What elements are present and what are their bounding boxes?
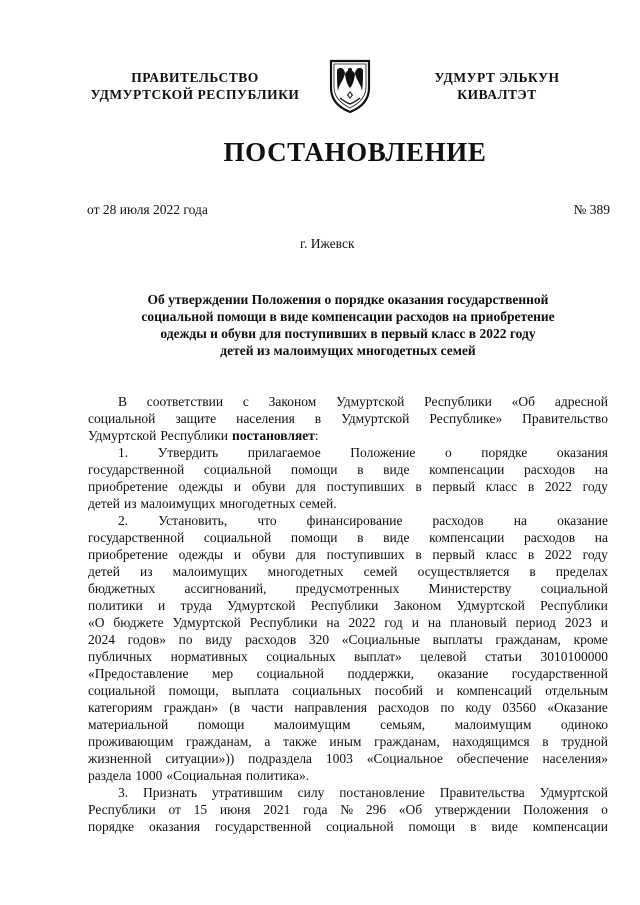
- body-word: оказания: [148, 819, 201, 834]
- body-word: государственной: [215, 819, 312, 834]
- body-word: иным: [329, 734, 362, 749]
- body-word: Правительства: [439, 785, 525, 800]
- body-line: [88, 665, 608, 682]
- body-word: предусмотренных: [295, 581, 400, 596]
- body-word: государственной: [511, 666, 608, 681]
- document-number: № 389: [573, 202, 610, 217]
- body-line: [88, 461, 608, 478]
- body-word: обуви: [251, 547, 286, 562]
- body-word: 1003: [325, 751, 353, 766]
- body-word: Республики: [424, 394, 492, 409]
- body-word: прилагаемое: [247, 445, 321, 460]
- body-word: Установить,: [158, 513, 228, 528]
- document-city: г. Ижевск: [300, 236, 355, 251]
- body-word: отдельным: [545, 683, 608, 698]
- body-word: и: [600, 615, 608, 630]
- body-word: Министерству: [428, 581, 512, 596]
- body-word: публичных: [88, 649, 153, 664]
- body-line: [88, 716, 608, 733]
- body-word: Республики: [160, 428, 229, 443]
- body-word: детей: [88, 496, 120, 511]
- body-line: [88, 750, 608, 767]
- body-word: Удмуртской: [227, 598, 296, 613]
- body-word: одежды: [178, 479, 224, 494]
- body-word: приобретение: [88, 547, 168, 562]
- header-left-line: ПРАВИТЕЛЬСТВО: [131, 70, 259, 85]
- body-word: Удмуртской: [336, 394, 405, 409]
- body-line: [88, 682, 608, 699]
- body-word: на: [427, 615, 442, 630]
- body-word: поступивших: [326, 479, 405, 494]
- body-word: мер: [211, 666, 234, 681]
- body-word: утратившим: [211, 785, 283, 800]
- body-word: году: [582, 547, 608, 562]
- body-word: в: [527, 479, 535, 494]
- body-word: расходов: [523, 462, 576, 477]
- body-line: [88, 444, 608, 461]
- body-word: виде: [491, 819, 518, 834]
- body-word: малоимущим: [273, 717, 351, 732]
- body-word: виде: [383, 462, 410, 477]
- body-word: оказание: [437, 666, 489, 681]
- body-word: порядке: [88, 819, 135, 834]
- body-word: проживающим: [88, 734, 174, 749]
- body-word: «Предоставление: [88, 666, 189, 681]
- body-word: «Социальная: [166, 768, 242, 783]
- body-word: на: [513, 513, 527, 528]
- body-line: [88, 410, 608, 427]
- body-word: в: [415, 547, 422, 562]
- body-word: компенсаций: [456, 683, 532, 698]
- body-word: 320: [308, 632, 330, 647]
- body-word: Правительство: [522, 411, 608, 426]
- body-word: Удмуртской: [88, 428, 157, 443]
- udmurt-coat-of-arms-icon: [327, 58, 373, 114]
- body-line: [88, 529, 608, 546]
- body-word: социальной: [540, 581, 608, 596]
- body-word: плановый: [449, 615, 507, 630]
- body-word: помощи,: [168, 683, 219, 698]
- body-word: бюджетных: [88, 581, 156, 596]
- body-line: [88, 699, 608, 716]
- body-line: [88, 648, 608, 665]
- body-word: приобретение: [88, 479, 168, 494]
- body-word: и: [411, 615, 419, 630]
- body-word: поддержки,: [347, 666, 415, 681]
- body-word: Удмуртской: [341, 411, 410, 426]
- body-word: расходов: [432, 513, 484, 528]
- body-word: в: [314, 411, 322, 426]
- body-word: ассигнований,: [184, 581, 267, 596]
- body-word: пособий: [374, 683, 424, 698]
- body-word: одиноко: [560, 717, 608, 732]
- body-word: материальной: [88, 717, 169, 732]
- body-word: политики: [88, 598, 143, 613]
- body-word: гражданам,: [374, 734, 440, 749]
- body-word: также: [282, 734, 317, 749]
- body-word: годов»: [127, 632, 166, 647]
- body-word: направления: [294, 700, 367, 715]
- government-name-russian: [60, 69, 330, 103]
- body-word: утверждении: [434, 802, 511, 817]
- body-word: государственной: [88, 530, 185, 545]
- body-word: расходов: [378, 700, 430, 715]
- body-word: социальной: [88, 411, 156, 426]
- body-word: социальной: [88, 683, 156, 698]
- body-word: компенсации: [532, 819, 608, 834]
- body-word: обеспечение: [456, 751, 529, 766]
- body-line: [88, 478, 608, 495]
- body-word: Республики: [88, 802, 156, 817]
- body-word: первый: [432, 479, 476, 494]
- body-word: граждан»: [163, 700, 219, 715]
- body-word: обуви: [251, 479, 286, 494]
- body-word: виде: [383, 530, 410, 545]
- body-word: класс: [485, 547, 518, 562]
- title-line: социальной помощи в виде компенсации расходов на приобретение: [141, 309, 555, 324]
- body-word: социальной: [256, 666, 325, 681]
- body-punctuation: :: [314, 428, 319, 443]
- body-word: 2022: [348, 615, 376, 630]
- body-word: 2024: [88, 632, 115, 647]
- body-word: «Об: [398, 802, 423, 817]
- header-left-line: УДМУРТСКОЙ РЕСПУБЛИКИ: [90, 87, 300, 102]
- body-line: [88, 393, 608, 410]
- body-word: и: [157, 598, 166, 613]
- body-word: Республике»: [429, 411, 503, 426]
- body-word: населения»: [542, 751, 608, 766]
- body-word: о: [601, 802, 608, 817]
- body-word: и: [233, 547, 242, 562]
- body-word: одежды: [178, 547, 224, 562]
- body-word: финансирование: [306, 513, 403, 528]
- body-line: [88, 733, 608, 750]
- header-right-line: УДМУРТ ЭЛЬКУН: [434, 70, 560, 85]
- body-word: части: [251, 700, 284, 715]
- body-word: малоимущих: [140, 496, 216, 511]
- body-word: 2023: [564, 615, 592, 630]
- body-word: политика».: [245, 768, 310, 783]
- body-word: компенсации: [429, 462, 505, 477]
- body-word: «О: [88, 615, 105, 630]
- body-word: период: [515, 615, 556, 630]
- body-word: в: [542, 734, 549, 749]
- body-line: [88, 818, 608, 835]
- body-word: в: [470, 819, 477, 834]
- body-word: июня: [219, 802, 251, 817]
- body-word: социальной: [203, 530, 272, 545]
- body-word: первый: [432, 547, 476, 562]
- body-line: [88, 767, 608, 784]
- body-word: Утвердить: [157, 445, 219, 460]
- body-word: выплаты: [432, 632, 483, 647]
- body-word: трудной: [561, 734, 608, 749]
- body-line: [88, 784, 608, 801]
- body-word: кроме: [573, 632, 608, 647]
- body-word: по: [178, 632, 193, 647]
- header-right-line: КИВАЛТЭТ: [457, 87, 537, 102]
- body-word: семей.: [299, 496, 337, 511]
- body-word: что: [257, 513, 277, 528]
- body-line: [88, 512, 608, 529]
- body-word: в: [527, 547, 535, 562]
- body-word: для: [296, 547, 316, 562]
- government-name-udmurt: [392, 69, 602, 103]
- body-word: 15: [193, 802, 208, 817]
- body-word: Республики: [540, 598, 608, 613]
- body-word: для: [296, 479, 316, 494]
- body-word: соответствии: [146, 394, 224, 409]
- body-word: нормативных: [170, 649, 248, 664]
- body-word: о: [444, 445, 452, 460]
- title-line: одежды и обуви для поступивших в первый класс в 2022 году: [160, 326, 536, 341]
- body-word: а: [264, 734, 271, 749]
- body-word: 2022: [544, 547, 572, 562]
- body-word: Республики: [249, 615, 318, 630]
- body-word: В: [118, 394, 128, 409]
- body-word: раздела: [88, 768, 132, 783]
- body-word: социальных: [292, 683, 362, 698]
- body-word: социальной: [326, 819, 394, 834]
- body-word: 2.: [118, 513, 129, 528]
- body-word: населения: [236, 411, 295, 426]
- body-word: компенсации: [429, 530, 505, 545]
- body-word: государственной: [88, 462, 185, 477]
- body-line: [88, 563, 608, 580]
- body-word: подраздела: [248, 751, 313, 766]
- body-word: выплата: [231, 683, 279, 698]
- document-type-heading: ПОСТАНОВЛЕНИЕ: [223, 137, 487, 167]
- body-word: с: [242, 394, 249, 409]
- body-line: [88, 801, 608, 818]
- body-word: от: [168, 802, 181, 817]
- body-word: помощи: [290, 462, 338, 477]
- body-word: коду: [465, 700, 492, 715]
- body-word: малоимущим: [454, 717, 532, 732]
- body-word: в: [415, 479, 422, 494]
- body-word: постановление: [339, 785, 425, 800]
- body-bold-word: постановляет: [232, 428, 315, 443]
- body-word: 2022: [544, 479, 572, 494]
- body-line: [88, 597, 608, 614]
- body-word: Удмуртской: [456, 598, 525, 613]
- body-word: Признать: [143, 785, 197, 800]
- body-word: ситуации»)): [165, 751, 235, 766]
- body-word: помощи: [290, 530, 338, 545]
- body-word: осуществляется: [417, 564, 510, 579]
- body-word: поступивших: [326, 547, 405, 562]
- body-word: жизненной: [88, 751, 152, 766]
- document-body: [88, 393, 608, 835]
- body-word: по: [440, 700, 455, 715]
- body-word: в: [357, 462, 364, 477]
- body-line: [88, 631, 608, 648]
- body-word: «Об: [511, 394, 536, 409]
- body-line: [88, 427, 608, 444]
- body-word: из: [123, 496, 137, 511]
- body-word: оказание: [557, 513, 608, 528]
- body-word: год: [384, 615, 403, 630]
- body-word: порядке: [481, 445, 528, 460]
- body-word: находящимся: [452, 734, 530, 749]
- body-word: детей: [88, 564, 120, 579]
- body-line: [88, 580, 608, 597]
- body-word: бюджете: [113, 615, 164, 630]
- body-word: Удмуртской: [539, 785, 608, 800]
- body-word: многодетных: [267, 564, 344, 579]
- body-word: на: [594, 462, 608, 477]
- title-line: Об утверждении Положения о порядке оказания государственной: [147, 292, 549, 307]
- body-word: 1.: [118, 445, 129, 460]
- body-word: году: [582, 479, 608, 494]
- body-word: социальных: [266, 649, 336, 664]
- body-word: выплат»: [354, 649, 402, 664]
- body-word: силу: [297, 785, 325, 800]
- body-word: 3010100000: [540, 649, 608, 664]
- body-word: 03560: [502, 700, 537, 715]
- document-date: от 28 июля 2022 года: [87, 202, 208, 217]
- body-word: гражданам,: [186, 734, 252, 749]
- body-word: на: [594, 530, 608, 545]
- body-word: целевой: [420, 649, 467, 664]
- body-word: семьям,: [380, 717, 426, 732]
- body-word: (в: [229, 700, 241, 715]
- body-word: из: [140, 564, 153, 579]
- body-word: категориям: [88, 700, 153, 715]
- body-word: пределах: [555, 564, 608, 579]
- body-word: расходов: [245, 632, 297, 647]
- body-word: Законом: [268, 394, 317, 409]
- body-word: труда: [180, 598, 212, 613]
- body-word: семей: [363, 564, 398, 579]
- body-word: Республики: [310, 598, 379, 613]
- title-line: детей из малоимущих многодетных семей: [220, 343, 476, 358]
- body-word: года: [303, 802, 328, 817]
- body-word: статьи: [484, 649, 522, 664]
- body-word: многодетных: [219, 496, 296, 511]
- body-line: [88, 495, 608, 512]
- body-word: Законом: [393, 598, 442, 613]
- body-word: Положения: [523, 802, 589, 817]
- body-line: [88, 546, 608, 563]
- body-word: в: [357, 530, 364, 545]
- body-word: оказания: [556, 445, 608, 460]
- document-title: [88, 291, 608, 359]
- body-word: адресной: [554, 394, 608, 409]
- body-word: «Социальное: [366, 751, 443, 766]
- body-word: помощи: [408, 819, 456, 834]
- body-word: 2021: [263, 802, 291, 817]
- body-word: на: [326, 615, 340, 630]
- body-word: 1000: [135, 768, 163, 783]
- body-word: социальной: [203, 462, 272, 477]
- body-word: защите: [175, 411, 217, 426]
- body-word: и: [233, 479, 242, 494]
- body-word: в: [529, 564, 536, 579]
- body-word: №: [340, 802, 354, 817]
- body-word: «Социальные: [341, 632, 421, 647]
- body-word: помощи: [197, 717, 245, 732]
- body-word: расходов: [523, 530, 576, 545]
- body-line: [88, 614, 608, 631]
- body-word: и: [436, 683, 444, 698]
- body-word: малоимущих: [172, 564, 248, 579]
- body-word: «Оказание: [547, 700, 608, 715]
- body-word: класс: [485, 479, 518, 494]
- body-word: 3.: [118, 785, 129, 800]
- body-word: виду: [205, 632, 233, 647]
- body-word: гражданам,: [495, 632, 561, 647]
- body-word: 296: [365, 802, 387, 817]
- body-word: Удмуртской: [172, 615, 241, 630]
- body-word: Положение: [350, 445, 416, 460]
